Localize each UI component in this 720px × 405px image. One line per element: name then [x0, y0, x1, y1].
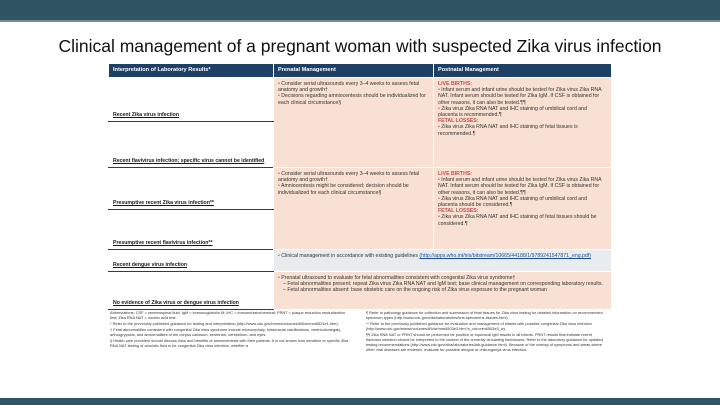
table-row — [109, 272, 612, 310]
management-cell — [274, 250, 612, 272]
bullet-marker: • — [438, 214, 442, 221]
bullet-text: Infant serum and infant urine should be tested for Zika virus Zika RNA NAT. Infant serum should be tested for Zika IgM. If CSF is obtained for other reasons, it can also be tested.¶¶ — [438, 177, 602, 196]
sub-bullet: – Fetal abnormalities present: repeat Zika virus Zika RNA NAT and IgM test; base clinical management on corresponding laboratory results. — [283, 281, 603, 288]
table-row — [109, 250, 612, 272]
bullet-text: Decisions regarding amniocentesis should be individualized for each clinical circumstance§ — [278, 93, 426, 106]
bullet-text: Infant serum and infant urine should be tested for Zika virus Zika RNA NAT. Infant serum should be tested for Zika IgM. If CSF is obtained for other reasons, it can also be tested.¶¶ — [438, 87, 602, 106]
slide-title: Clinical management of a pregnant woman with suspected Zika virus infection — [58, 36, 662, 56]
bullet-item — [278, 171, 429, 183]
bullet-marker: • — [278, 81, 282, 87]
section-heading: FETAL LOSSES: — [438, 118, 479, 125]
bullet-marker: • — [438, 195, 442, 202]
management-table — [108, 63, 611, 310]
bullet-item — [438, 106, 607, 118]
footnotes — [108, 310, 611, 398]
footnote: § Health care providers should discuss risks and benefits of amniocentesis with their patients. It is not known how sensitive or specific Zika RNA NAT testing of amniotic fluid is for congenital Zika virus infection, whether a — [110, 338, 349, 348]
bullet-marker: • — [438, 105, 442, 112]
bullet-marker: • — [438, 87, 442, 94]
footnotes-left — [110, 310, 350, 349]
header-postnatal: Postnatal Management — [434, 64, 612, 78]
bullet-marker: • — [438, 177, 442, 184]
interpretation-cell — [109, 210, 274, 250]
footnote: ** Refer to the previously published guidance for evaluation and management of infants with possible congenital Zika virus infection (http://www.cdc.gov/mmwr/volumes/65/wr/mm6503e3.htm?s_cid=mm6503e3_w). — [366, 321, 592, 331]
bullet-item — [438, 214, 607, 226]
bullet-text: Zika virus Zika RNA NAT and IHC staining of fetal tissues is recommended.¶ — [438, 124, 578, 137]
interpretation-label: Recent Zika virus infection — [113, 111, 180, 118]
footnote: † Fetal abnormalities consistent with congenital Zika virus syndrome include microcephaly, intracranial calcifications, ventriculomegaly, arthrogryposis, and abnormalities of the corpus callosum, cerebrum, cerebellum, and eyes. — [110, 327, 342, 337]
bullet-marker: • — [278, 253, 282, 259]
interpretation-cell — [109, 168, 274, 210]
interpretation-cell — [109, 272, 274, 310]
bullet-marker: • — [278, 93, 282, 100]
bottom-frame-bar — [0, 398, 720, 405]
footnote: Abbreviations: CSF = cerebrospinal fluid; IgM = immunoglobulin M; IHC = immunohistochemical; PRNT = plaque reduction neutralization test; Zika RNA NAT = nucleic acid test. — [110, 310, 345, 320]
section-heading: FETAL LOSSES: — [438, 208, 479, 215]
bullet-marker: • — [278, 275, 282, 281]
bullet-text: Consider serial ultrasounds every 3–4 weeks to assess fetal anatomy and growth† — [278, 171, 420, 184]
prenatal-cell — [274, 78, 434, 168]
header-prenatal: Prenatal Management — [274, 64, 434, 78]
section-heading: LIVE BIRTHS: — [438, 171, 473, 177]
top-frame-accent — [0, 20, 720, 22]
bullet-text: Zika virus Zika RNA NAT and IHC staining of umbilical cord and placenta is recommended.¶ — [438, 105, 587, 119]
guideline-link[interactable]: (http://apps.who.int/iris/bitstream/10665/44188/1/9789241547871_eng.pdf) — [419, 253, 591, 259]
interpretation-cell — [109, 250, 274, 272]
interpretation-cell — [109, 78, 274, 122]
bullet-text: Amniocentesis might be considered; decision should be individualized for each clinical circumstance§ — [278, 183, 409, 196]
section-heading: LIVE BIRTHS: — [438, 81, 473, 87]
table-row — [109, 78, 612, 122]
bullet-item — [438, 177, 607, 196]
footnote: * Refer to the previously published guidance for testing and interpretation (http://www.cdc.gov/mmwr/volumes/65/wr/mm6521e1.htm). — [110, 321, 339, 326]
table-row — [109, 168, 612, 210]
interpretation-label: Presumptive recent Zika virus infection** — [113, 199, 214, 206]
interpretation-label: Recent flavivirus infection; specific virus cannot be identified — [113, 157, 265, 164]
postnatal-cell — [434, 168, 612, 250]
management-figure — [108, 63, 611, 398]
bullet-text: Zika virus Zika RNA NAT and IHC staining of fetal tissues should be considered.¶ — [438, 214, 597, 227]
bullet-item — [278, 93, 429, 105]
interpretation-label: Presumptive recent flavivirus infection** — [113, 239, 213, 246]
table-header-row — [109, 64, 612, 78]
bullet-text: Clinical management in accordance with existing guidelines — [281, 253, 420, 259]
footnote: ¶¶ Zika RNA NAT or PRNT should be performed for positive or equivocal IgM results in all infants. PRNT results that indicate recent flavivirus infection should be interpreted in the context of the currently circulating flaviviruses. Refer to the laboratory guidance for updated testing recommendations (http://www.cdc.gov/zika/laboratories/lab-guidance.html). Because of the overlap of symptoms and areas where other viral diseases are endemic, evaluate for possible dengue or chikungunya virus infection. — [366, 332, 603, 352]
bullet-marker: • — [438, 124, 442, 131]
bullet-item — [438, 196, 607, 208]
bullet-item — [438, 87, 607, 106]
header-interpretation: Interpretation of Laboratory Results* — [109, 64, 274, 78]
postnatal-cell — [434, 78, 612, 168]
interpretation-cell — [109, 122, 274, 168]
footnote: ¶ Refer to pathology guidance for collection and submission of fetal tissues for Zika virus testing for detailed information on recommended specimen types (http://www.cdc.gov/zika/laboratories/test-specimens-tissues.html). — [366, 310, 603, 320]
bullet-text: Consider serial ultrasounds every 3–4 weeks to assess fetal anatomy and growth† — [278, 81, 420, 94]
sub-bullet: – Fetal abnormalities absent: base obstetric care on the ongoing risk of Zika virus exposure to the pregnant woman — [283, 287, 547, 294]
bullet-marker: • — [278, 171, 282, 177]
interpretation-label: No evidence of Zika virus or dengue virus infection — [113, 299, 239, 306]
management-cell — [274, 272, 612, 310]
footnotes-right — [366, 310, 606, 353]
interpretation-label: Recent dengue virus infection — [113, 261, 188, 268]
bullet-item — [438, 124, 607, 136]
bullet-item — [278, 183, 429, 195]
bullet-text: Prenatal ultrasound to evaluate for fetal abnormalities consistent with congenital Zika virus syndrome† — [281, 275, 516, 281]
bullet-text: Zika virus Zika RNA NAT and IHC staining of umbilical cord and placenta should be considered.¶ — [438, 195, 587, 209]
top-frame-bar — [0, 0, 720, 20]
bullet-item — [278, 253, 607, 259]
prenatal-cell — [274, 168, 434, 250]
bullet-item — [278, 81, 429, 93]
bullet-marker: • — [278, 183, 281, 190]
